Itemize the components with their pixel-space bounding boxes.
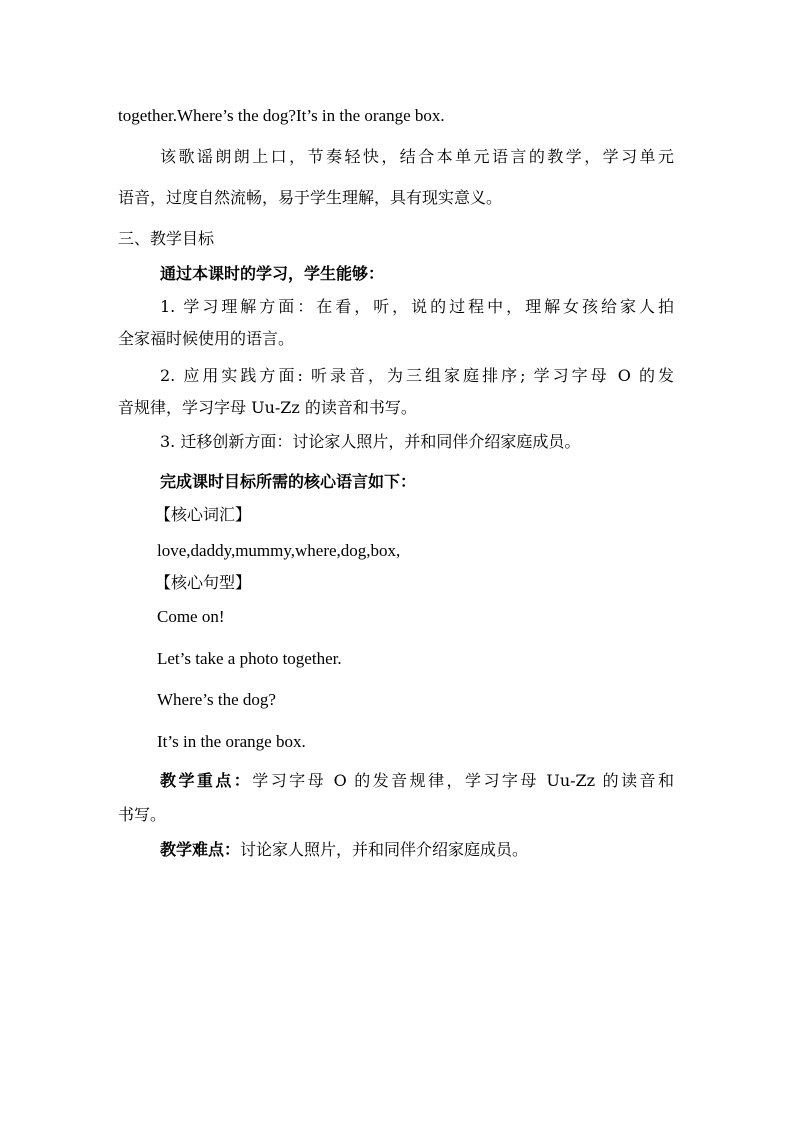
goals-lead: 通过本课时的学习，学生能够： [160,264,385,283]
teaching-key-text: 学习字母 O 的发音规律，学习字母 Uu-Zz 的读音和 [252,771,674,790]
core-language-lead: 完成课时目标所需的核心语言如下： [160,472,417,491]
teaching-key-label: 教学重点： [160,771,253,790]
teaching-difficult-text: 讨论家人照片，并和同伴介绍家庭成员。 [240,840,529,859]
intro-paragraph-line-2: 语音，过度自然流畅，易于学生理解，具有现实意义。 [118,188,503,207]
pattern-item: Where’s the dog? [157,690,276,709]
section-heading: 三、教学目标 [118,229,215,248]
vocab-list: love,daddy,mummy,where,dog,box, [157,541,401,560]
goal-2-line-2: 音规律，学习字母 Uu-Zz 的读音和书写。 [118,398,417,417]
goal-2-line-1: 2. 应用实践方面: 听录音，为三组家庭排序; 学习字母 O 的发 [160,366,674,385]
vocab-heading: 【核心词汇】 [155,505,252,524]
teaching-key-points-line-1 [160,771,674,791]
goal-1-line-2: 全家福时候使用的语言。 [118,329,295,348]
intro-paragraph-line-1: 该歌谣朗朗上口，节奏轻快，结合本单元语言的教学，学习单元 [160,147,674,166]
goal-1-line-1: 1. 学习理解方面：在看，听，说的过程中，理解女孩给家人拍 [160,297,674,316]
pattern-item: It’s in the orange box. [157,732,306,751]
continuation-line: together.Where’s the dog?It’s in the orange box. [118,106,445,125]
goal-3: 3. 迁移创新方面：讨论家人照片，并和同伴介绍家庭成员。 [160,432,581,451]
pattern-item: Come on! [157,607,225,626]
pattern-heading: 【核心句型】 [155,573,252,592]
teaching-difficult-label: 教学难点： [160,840,241,859]
teaching-difficult-points [160,840,528,860]
pattern-item: Let’s take a photo together. [157,649,342,668]
teaching-key-points-line-2: 书写。 [118,805,167,824]
